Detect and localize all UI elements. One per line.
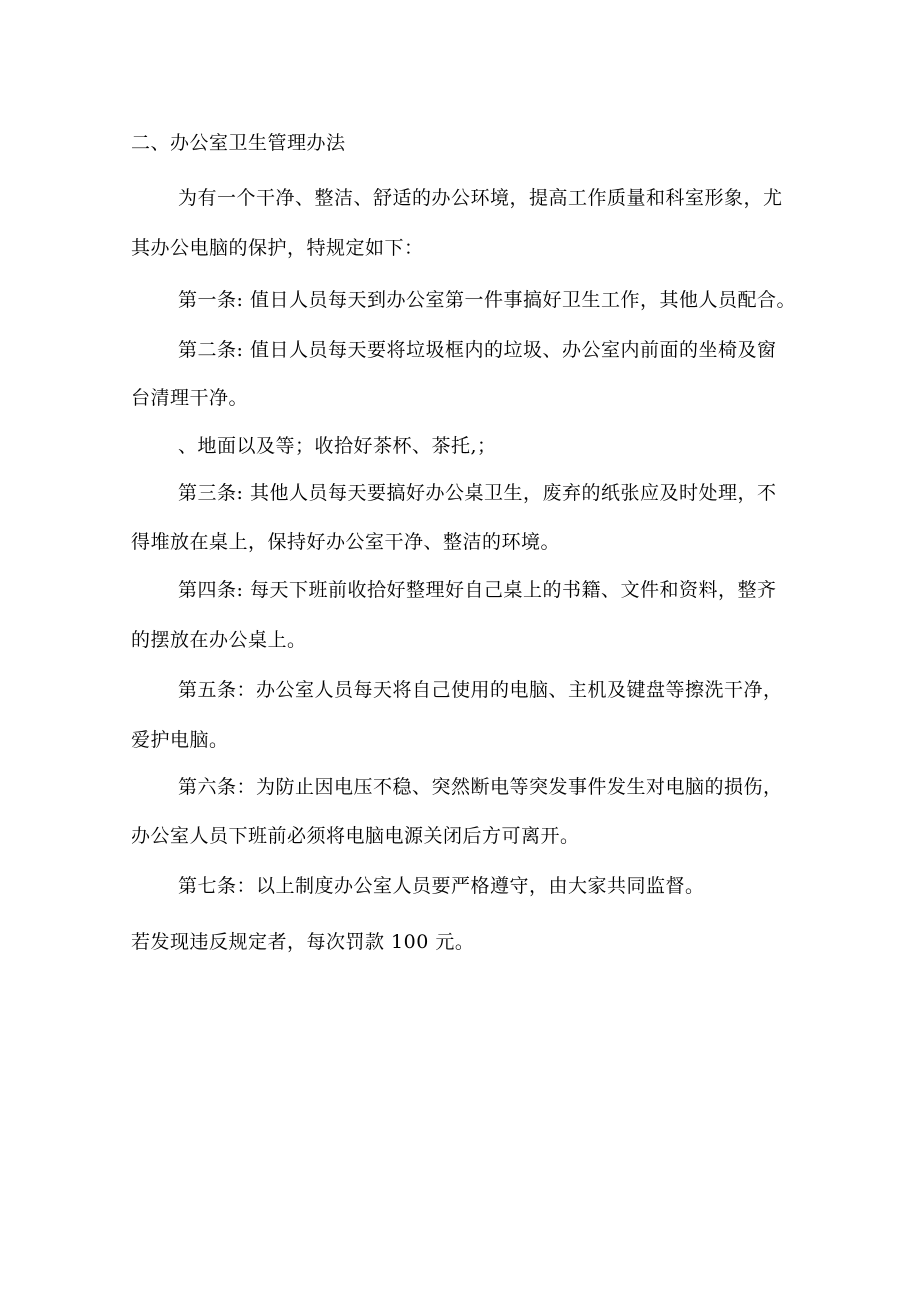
fragment-line: 、地面以及等；收拾好茶杯、茶托,； (178, 435, 497, 457)
article-7-line-1: 第七条：以上制度办公室人员要严格遵守，由大家共同监督。 (178, 875, 705, 897)
section-heading: 二、办公室卫生管理办法 (131, 132, 346, 154)
article-2-line-1: 第二条: 值日人员每天要将垃圾框内的垃圾、办公室内前面的坐椅及窗 (178, 339, 777, 361)
article-5-line-1: 第五条：办公室人员每天将自己使用的电脑、主机及键盘等擦洗干净， (178, 679, 783, 701)
paragraph-intro-line-1: 为有一个干净、整洁、舒适的办公环境，提高工作质量和科室形象，尤 (178, 187, 783, 209)
article-5-line-2: 爱护电脑。 (131, 729, 229, 751)
article-3-line-2: 得堆放在桌上，保持好办公室干净、整洁的环境。 (131, 531, 561, 553)
article-2-line-2: 台清理干净。 (131, 387, 249, 409)
paragraph-intro-line-2: 其办公电脑的保护，特规定如下： (131, 237, 424, 259)
article-3-line-1: 第三条: 其他人员每天要搞好办公桌卫生，废弃的纸张应及时处理，不 (178, 482, 777, 504)
article-1-line-1: 第一条: 值日人员每天到办公室第一件事搞好卫生工作，其他人员配合。 (178, 289, 796, 311)
article-4-line-1: 第四条: 每天下班前收拾好整理好自己桌上的书籍、文件和资料，整齐 (178, 579, 777, 601)
article-6-line-1: 第六条：为防止因电压不稳、突然断电等突发事件发生对电脑的损伤， (178, 776, 783, 798)
article-6-line-2: 办公室人员下班前必须将电脑电源关闭后方可离开。 (131, 825, 580, 847)
article-4-line-2: 的摆放在办公桌上。 (131, 629, 307, 651)
penalty-line: 若发现违反规定者，每次罚款 100 元。 (131, 931, 475, 953)
